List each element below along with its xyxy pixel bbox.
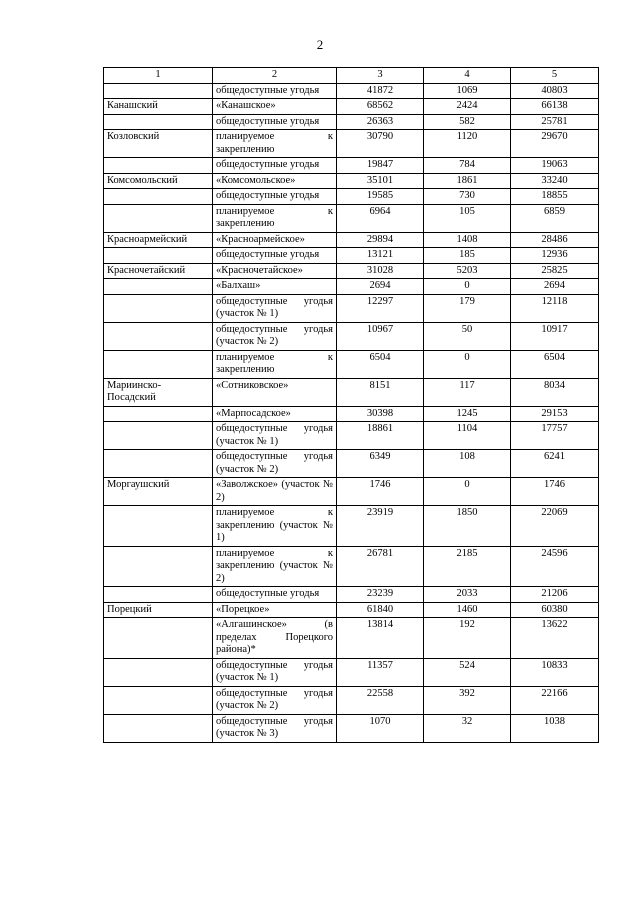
column-5-cell: 6504 [511, 350, 599, 378]
column-4-cell: 1861 [424, 173, 511, 189]
district-cell: Моргаушский [104, 478, 213, 506]
column-5-cell: 28486 [511, 232, 599, 248]
column-4-cell: 730 [424, 189, 511, 205]
column-5-cell: 66138 [511, 99, 599, 115]
table-row [104, 232, 599, 248]
table-row [104, 602, 599, 618]
column-4-cell: 105 [424, 204, 511, 232]
ground-name-cell: общедоступные угодья (участок № 2) [213, 450, 337, 478]
ground-name-cell: общедоступные угодья [213, 83, 337, 99]
column-4-cell: 117 [424, 378, 511, 406]
column-5-cell: 29670 [511, 130, 599, 158]
ground-name-cell: планируемое к закреплению (участок № 1) [213, 506, 337, 547]
column-4-cell: 2185 [424, 546, 511, 587]
ground-name-cell: планируемое к закреплению [213, 204, 337, 232]
district-cell-continued [104, 686, 213, 714]
ground-name-cell: планируемое к закреплению (участок № 2) [213, 546, 337, 587]
district-cell-continued [104, 248, 213, 264]
column-4-cell: 2033 [424, 587, 511, 603]
table-row [104, 618, 599, 659]
ground-name-cell: «Канашское» [213, 99, 337, 115]
column-4-cell: 1120 [424, 130, 511, 158]
column-5-cell: 12936 [511, 248, 599, 264]
district-cell-continued [104, 546, 213, 587]
column-4-cell: 192 [424, 618, 511, 659]
district-cell-continued [104, 406, 213, 422]
column-4-cell: 108 [424, 450, 511, 478]
column-3-cell: 19585 [337, 189, 424, 205]
district-cell: Порецкий [104, 602, 213, 618]
ground-name-cell: общедоступные угодья (участок № 2) [213, 686, 337, 714]
ground-name-cell: «Сотниковское» [213, 378, 337, 406]
hunting-grounds-table [103, 67, 599, 743]
column-4-cell: 1460 [424, 602, 511, 618]
column-3-cell: 41872 [337, 83, 424, 99]
column-4-cell: 5203 [424, 263, 511, 279]
column-5-cell: 25781 [511, 114, 599, 130]
district-cell [104, 83, 213, 99]
ground-name-cell: «Красночетайское» [213, 263, 337, 279]
column-3-cell: 8151 [337, 378, 424, 406]
column-5-cell: 29153 [511, 406, 599, 422]
column-5-cell: 19063 [511, 158, 599, 174]
ground-name-cell: общедоступные угодья (участок № 3) [213, 714, 337, 742]
column-5-cell: 60380 [511, 602, 599, 618]
column-4-cell: 1850 [424, 506, 511, 547]
table-row [104, 350, 599, 378]
table-row [104, 546, 599, 587]
table-row [104, 322, 599, 350]
district-cell-continued [104, 587, 213, 603]
column-5-cell: 22166 [511, 686, 599, 714]
column-5-cell: 22069 [511, 506, 599, 547]
column-3-cell: 26781 [337, 546, 424, 587]
column-3-cell: 68562 [337, 99, 424, 115]
table-row [104, 406, 599, 422]
district-cell-continued [104, 658, 213, 686]
ground-name-cell: общедоступные угодья [213, 158, 337, 174]
table-row [104, 204, 599, 232]
column-5-cell: 1746 [511, 478, 599, 506]
table-row [104, 478, 599, 506]
column-header-4: 4 [424, 68, 511, 84]
ground-name-cell: «Комсомольское» [213, 173, 337, 189]
column-header-2: 2 [213, 68, 337, 84]
column-4-cell: 179 [424, 294, 511, 322]
column-3-cell: 18861 [337, 422, 424, 450]
column-4-cell: 32 [424, 714, 511, 742]
ground-name-cell: «Алгашинское» (в пределах Порецкого района)* [213, 618, 337, 659]
district-cell-continued [104, 189, 213, 205]
table-row [104, 587, 599, 603]
district-cell-continued [104, 450, 213, 478]
column-4-cell: 0 [424, 350, 511, 378]
column-5-cell: 25825 [511, 263, 599, 279]
column-3-cell: 13121 [337, 248, 424, 264]
table-row [104, 114, 599, 130]
column-3-cell: 29894 [337, 232, 424, 248]
column-4-cell: 582 [424, 114, 511, 130]
table-row [104, 248, 599, 264]
column-3-cell: 22558 [337, 686, 424, 714]
table-row [104, 714, 599, 742]
column-5-cell: 10917 [511, 322, 599, 350]
column-3-cell: 30398 [337, 406, 424, 422]
district-cell-continued [104, 114, 213, 130]
district-cell-continued [104, 279, 213, 295]
column-4-cell: 1104 [424, 422, 511, 450]
column-3-cell: 30790 [337, 130, 424, 158]
table-row [104, 422, 599, 450]
column-3-cell: 1070 [337, 714, 424, 742]
table-row [104, 506, 599, 547]
table-row [104, 378, 599, 406]
table-row [104, 130, 599, 158]
column-header-5: 5 [511, 68, 599, 84]
column-4-cell: 1245 [424, 406, 511, 422]
column-5-cell: 8034 [511, 378, 599, 406]
district-cell-continued [104, 422, 213, 450]
column-3-cell: 23239 [337, 587, 424, 603]
ground-name-cell: общедоступные угодья (участок № 1) [213, 422, 337, 450]
column-5-cell: 6859 [511, 204, 599, 232]
column-3-cell: 13814 [337, 618, 424, 659]
district-cell-continued [104, 294, 213, 322]
column-4-cell: 50 [424, 322, 511, 350]
district-cell-continued [104, 158, 213, 174]
ground-name-cell: «Порецкое» [213, 602, 337, 618]
district-cell-continued [104, 714, 213, 742]
column-4-cell: 2424 [424, 99, 511, 115]
header-row [104, 68, 599, 84]
ground-name-cell: «Марпосадское» [213, 406, 337, 422]
table-row [104, 686, 599, 714]
column-4-cell: 185 [424, 248, 511, 264]
table-body [104, 83, 599, 742]
district-cell-continued [104, 618, 213, 659]
column-3-cell: 6964 [337, 204, 424, 232]
page-number: 2 [316, 37, 324, 52]
ground-name-cell: общедоступные угодья (участок № 1) [213, 294, 337, 322]
table-row [104, 450, 599, 478]
column-4-cell: 0 [424, 279, 511, 295]
district-cell-continued [104, 350, 213, 378]
column-5-cell: 33240 [511, 173, 599, 189]
column-5-cell: 18855 [511, 189, 599, 205]
ground-name-cell: планируемое к закреплению [213, 350, 337, 378]
column-4-cell: 392 [424, 686, 511, 714]
column-5-cell: 1038 [511, 714, 599, 742]
column-3-cell: 19847 [337, 158, 424, 174]
column-4-cell: 524 [424, 658, 511, 686]
district-cell: Комсомольский [104, 173, 213, 189]
column-3-cell: 12297 [337, 294, 424, 322]
column-3-cell: 26363 [337, 114, 424, 130]
table-row [104, 158, 599, 174]
district-cell: Красноармейский [104, 232, 213, 248]
column-5-cell: 6241 [511, 450, 599, 478]
district-cell: Красночетайский [104, 263, 213, 279]
ground-name-cell: общедоступные угодья [213, 587, 337, 603]
table-row [104, 83, 599, 99]
column-5-cell: 40803 [511, 83, 599, 99]
column-3-cell: 35101 [337, 173, 424, 189]
column-3-cell: 23919 [337, 506, 424, 547]
district-cell-continued [104, 506, 213, 547]
column-3-cell: 11357 [337, 658, 424, 686]
district-cell: Канашский [104, 99, 213, 115]
ground-name-cell: «Красноармейское» [213, 232, 337, 248]
column-5-cell: 13622 [511, 618, 599, 659]
column-5-cell: 21206 [511, 587, 599, 603]
ground-name-cell: планируемое к закреплению [213, 130, 337, 158]
table-row [104, 99, 599, 115]
column-5-cell: 17757 [511, 422, 599, 450]
column-3-cell: 2694 [337, 279, 424, 295]
column-3-cell: 1746 [337, 478, 424, 506]
column-3-cell: 6504 [337, 350, 424, 378]
column-3-cell: 6349 [337, 450, 424, 478]
table-row [104, 189, 599, 205]
column-5-cell: 12118 [511, 294, 599, 322]
column-4-cell: 0 [424, 478, 511, 506]
column-5-cell: 2694 [511, 279, 599, 295]
ground-name-cell: общедоступные угодья [213, 114, 337, 130]
ground-name-cell: общедоступные угодья [213, 248, 337, 264]
column-header-1: 1 [104, 68, 213, 84]
district-cell-continued [104, 204, 213, 232]
district-cell: Мариинско-Посадский [104, 378, 213, 406]
column-4-cell: 1069 [424, 83, 511, 99]
ground-name-cell: «Балхаш» [213, 279, 337, 295]
ground-name-cell: общедоступные угодья (участок № 2) [213, 322, 337, 350]
table-row [104, 173, 599, 189]
column-4-cell: 1408 [424, 232, 511, 248]
column-3-cell: 61840 [337, 602, 424, 618]
ground-name-cell: общедоступные угодья [213, 189, 337, 205]
column-5-cell: 24596 [511, 546, 599, 587]
column-header-3: 3 [337, 68, 424, 84]
column-3-cell: 10967 [337, 322, 424, 350]
column-5-cell: 10833 [511, 658, 599, 686]
ground-name-cell: «Заволжское» (участок № 2) [213, 478, 337, 506]
district-cell: Козловский [104, 130, 213, 158]
table-row [104, 263, 599, 279]
table-row [104, 294, 599, 322]
column-3-cell: 31028 [337, 263, 424, 279]
district-cell-continued [104, 322, 213, 350]
column-4-cell: 784 [424, 158, 511, 174]
ground-name-cell: общедоступные угодья (участок № 1) [213, 658, 337, 686]
table-row [104, 279, 599, 295]
table-row [104, 658, 599, 686]
